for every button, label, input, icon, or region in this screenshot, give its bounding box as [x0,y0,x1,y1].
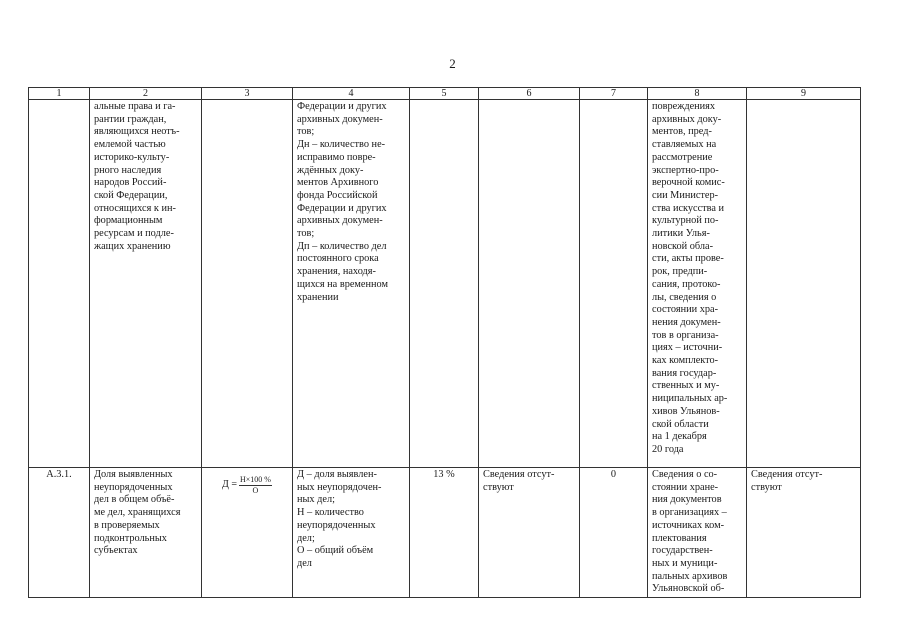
column-number: 3 [202,88,293,100]
formula [222,475,272,496]
column-number: 2 [90,88,202,100]
cell-indicator-name: Доля выявленных неупорядоченных дел в общем объё- ме дел, хранящихся в проверяемых подконтрольных субъектах [90,468,202,598]
table-row [29,100,861,468]
column-number: 7 [580,88,648,100]
cell-variables: Федерации и других архивных докумен- тов; Дн – количество не- исправимо повре- ждённых доку- ментов Архивного фонда Российской Федерации и других архивных докумен- тов; Дп – количество дел постоянного срока хранения, находя- щихся на временном хранении [293,100,410,468]
page-number: 2 [449,56,456,71]
cell [202,100,293,468]
formula-numerator: Н×100 % [239,475,271,484]
column-number: 9 [747,88,861,100]
cell [29,100,90,468]
cell-target-value: 13 % [410,468,479,598]
column-number: 6 [479,88,580,100]
formula-fraction [239,475,272,496]
column-number: 5 [410,88,479,100]
cell-note: Сведения отсут- ствуют [747,468,861,598]
column-number: 8 [648,88,747,100]
formula-lhs: Д = [222,479,237,491]
table-row [29,468,861,598]
cell [410,100,479,468]
column-number-row [29,88,861,100]
cell-value: 0 [580,468,648,598]
cell [580,100,648,468]
indicators-table [28,87,861,598]
column-number: 4 [293,88,410,100]
cell-sources: Сведения о со- стоянии хране- ния документов в организациях – источниках ком- плектования государствен- ных и муници- пальных архивов Ульяновской об- [648,468,747,598]
cell-formula [202,468,293,598]
formula-denominator: О [252,486,259,495]
cell [747,100,861,468]
cell-sources: повреждениях архивных доку- ментов, пред- ставляемых на рассмотрение экспертно-про- верочной комис- сии Министер- ства искусства и культурной по- литики Улья- новской обла- сти, акты прове- рок, предпи- сания, протоко- лы, сведения о состоянии хра- нения докумен- тов в организа- циях – источни- ках комплекто- вания государ- ственных и му- ниципальных ар- хивов Ульянов- ской области на 1 декабря 20 года [648,100,747,468]
cell-code: А.3.1. [29,468,90,598]
column-number: 1 [29,88,90,100]
cell [479,100,580,468]
cell-base-value: Сведения отсут- ствуют [479,468,580,598]
cell-variables: Д – доля выявлен- ных неупорядочен- ных дел; Н – количество неупорядоченных дел; О – общий объём дел [293,468,410,598]
cell-indicator-name: альные права и га- рантии граждан, являющихся неотъ- емлемой частью историко-культу- рного наследия народов Россий- ской Федерации, относящихся к ин- формационным ресурсам и подле- жащих хранению [90,100,202,468]
